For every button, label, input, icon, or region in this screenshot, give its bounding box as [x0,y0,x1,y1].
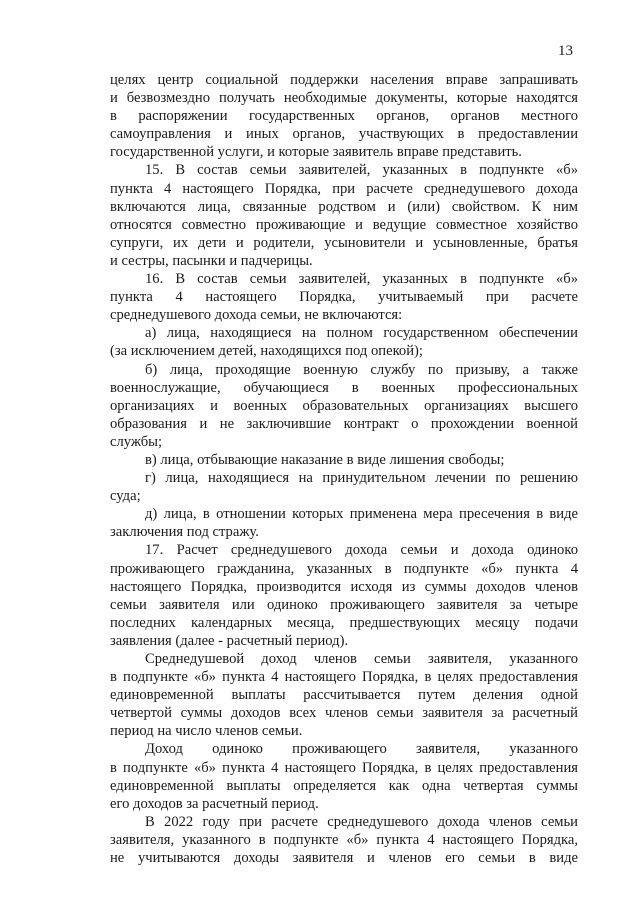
text-line: в) лица, отбывающие наказание в виде лишения свободы; [145,451,505,468]
text-line: супруги, их дети и родители, усыновители и усыновленные, братья [110,234,578,251]
text-line: Доход одиноко проживающего заявителя, указанного [145,741,578,758]
text-line: в подпункте «б» пункта 4 настоящего Порядка, в целях предоставления [110,759,578,776]
text-line: пункта 4 настоящего Порядка, при расчете среднедушевого дохода [110,180,578,197]
text-line: настоящего Порядка, производится исходя из суммы доходов членов [110,578,578,595]
paragraph-15 [110,161,578,270]
text-line: а) лица, находящиеся на полном государственном обеспечении [145,325,578,342]
text-line: семьи заявителя или одиноко проживающего заявителя за четыре [110,596,578,613]
text-line: последних календарных месяца, предшествующих месяцу подачи [110,614,578,631]
list-item-v [110,451,578,469]
text-line: в распоряжении государственных органов, органов местного [110,108,578,125]
paragraph-single-applicant-income [110,740,578,812]
text-line: В 2022 году при расчете среднедушевого дохода членов семьи [145,813,578,830]
paragraph-17 [110,541,578,650]
paragraph-continuation [110,71,578,161]
paragraph-16 [110,270,578,324]
text-line: заявителя, указанного в подпункте «б» пункта 4 настоящего Порядка, [110,831,578,848]
text-line: целях центр социальной поддержки населения вправе запрашивать [110,72,578,88]
text-line: военнослужащие, обучающиеся в военных профессиональных [110,379,578,396]
text-line: заключения под стражу. [110,524,259,541]
text-line: не учитываются доходы заявителя и членов его семьи в виде [110,850,578,867]
text-line: и безвозмездно получать необходимые документы, которые находятся [110,90,578,107]
text-line: заявления (далее - расчетный период). [110,632,349,649]
text-line: 16. В состав семьи заявителей, указанных в подпункте «б» [145,271,578,288]
text-line: г) лица, находящиеся на принудительном лечении по решению [145,470,578,487]
text-line: его доходов за расчетный период. [110,795,319,812]
paragraph-average-income [110,650,578,740]
text-line: четвертой суммы доходов всех членов семьи заявителя за расчетный [110,705,578,722]
text-line: единовременной выплаты определяется как одна четвертая суммы [110,777,578,794]
text-line: самоуправления и иных органов, участвующих в предоставлении [110,126,578,143]
text-line: включаются лица, связанные родством и (или) свойством. К ним [110,198,578,215]
text-line: образования и не заключившие контракт о прохождении военной [110,415,578,432]
text-line: службы; [110,433,163,450]
text-line: и сестры, пасынки и падчерицы. [110,252,313,269]
text-line: (за исключением детей, находящихся под опекой); [110,343,423,360]
text-line: проживающего гражданина, указанных в подпункте «б» пункта 4 [110,560,578,577]
text-line: относятся совместно проживающие и ведущие совместное хозяйство [110,216,578,233]
text-line: Среднедушевой доход членов семьи заявителя, указанного [145,651,578,667]
text-line: организациях и военных образовательных организациях высшего [110,397,578,414]
text-line: государственной услуги, и которые заявитель вправе представить. [110,144,522,161]
text-line: единовременной выплаты рассчитывается путем деления одной [110,687,578,704]
document-body [110,71,578,867]
paragraph-2022 [110,813,578,867]
list-item-b [110,361,578,451]
page-number: 13 [558,43,573,59]
text-line: д) лица, в отношении которых применена мера пресечения в виде [145,506,578,523]
text-line: период на число членов семьи. [110,723,303,740]
text-line: среднедушевого дохода семьи, не включаются: [110,307,403,324]
list-item-g [110,469,578,505]
text-line: в подпункте «б» пункта 4 настоящего Порядка, в целях предоставления [110,669,578,686]
text-line: суда; [110,488,141,505]
text-line: 17. Расчет среднедушевого дохода семьи и дохода одиноко [145,542,578,559]
text-line: 15. В состав семьи заявителей, указанных в подпункте «б» [145,162,578,179]
text-line: пункта 4 настоящего Порядка, учитываемый при расчете [110,289,578,306]
text-line: б) лица, проходящие военную службу по призыву, а также [145,361,578,378]
list-item-d [110,505,578,541]
list-item-a [110,324,578,360]
